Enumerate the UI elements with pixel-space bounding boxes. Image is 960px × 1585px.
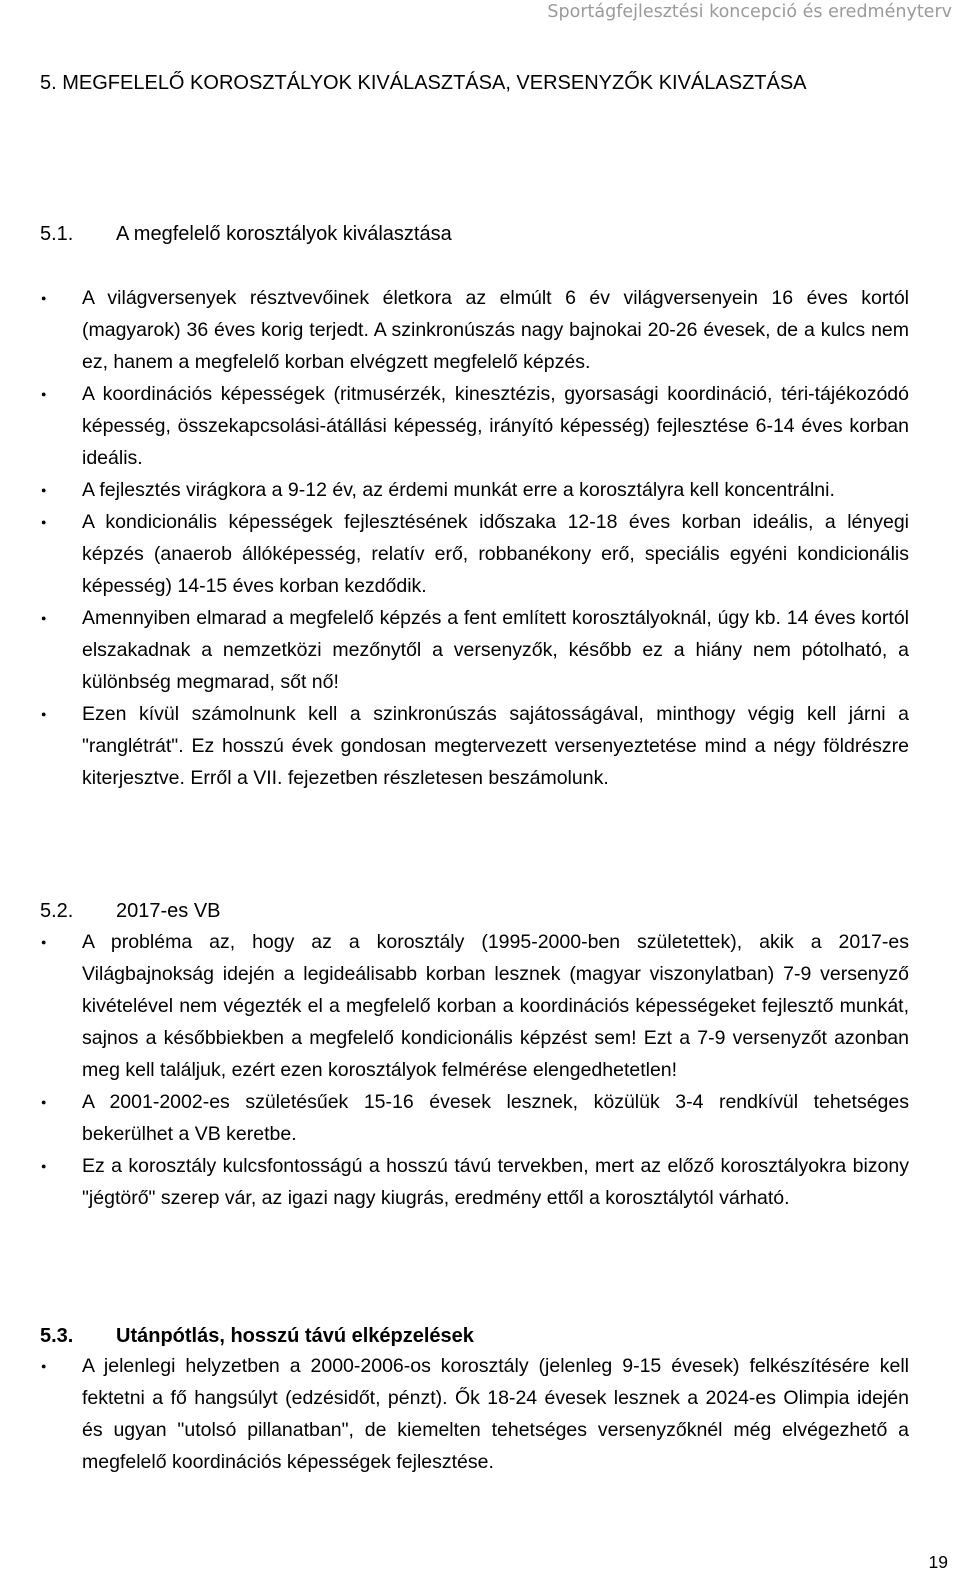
section-title: Utánpótlás, hosszú távú elképzelések: [116, 1325, 474, 1347]
bullet-list-5-3: [0, 1350, 909, 1478]
running-header: Sportágfejlesztési koncepció és eredményterv: [547, 2, 952, 22]
list-item: ● A koordinációs képességek (ritmusérzék, kinesztézis, gyorsasági koordináció, téri-tájékozódó képesség, összekapcsolási-átállási képesség, irányító képesség) fejlesztése 6-14 éves korban ideális.: [0, 378, 909, 474]
section-number: 5.1.: [40, 223, 74, 245]
section-title: 2017-es VB: [116, 900, 221, 922]
page-number: 19: [928, 1552, 948, 1572]
section-heading-5-1: [40, 222, 452, 246]
section-heading-5-2: [40, 899, 221, 923]
section-title: A megfelelő korosztályok kiválasztása: [116, 223, 452, 245]
list-item: ● Amennyiben elmarad a megfelelő képzés a fent említett korosztályoknál, úgy kb. 14 éves kortól elszakadnak a nemzetközi mezőnytől a versenyzők, később ez a hiány nem pótolható, a különbség megmarad, sőt nő!: [0, 602, 909, 698]
section-number: 5.2.: [40, 900, 74, 922]
section-heading-5-3: [40, 1324, 474, 1348]
bullet-list-5-1: [0, 282, 909, 794]
list-item: ● A jelenlegi helyzetben a 2000-2006-os korosztály (jelenleg 9-15 évesek) felkészítésére kell fektetni a fő hangsúlyt (edzésidőt, pénzt). Ők 18-24 évesek lesznek a 2024-es Olimpia idején és ugyan "utolsó pillanatban", de kiemelten tehetséges versenyzőknél még elvégezhető a megfelelő koordinációs képességek fejlesztése.: [0, 1350, 909, 1478]
list-item: ● A világversenyek résztvevőinek életkora az elmúlt 6 év világversenyein 16 éves kortól (magyarok) 36 éves korig terjedt. A szinkronúszás nagy bajnokai 20-26 évesek, de a kulcs nem ez, hanem a megfelelő korban elvégzett megfelelő képzés.: [0, 282, 909, 378]
bullet-list-5-2: [0, 926, 909, 1214]
list-item: ● Ez a korosztály kulcsfontosságú a hosszú távú tervekben, mert az előző korosztályokra bizony "jégtörő" szerep vár, az igazi nagy kiugrás, eredmény ettől a korosztálytól várható.: [0, 1150, 909, 1214]
section-number: 5.3.: [40, 1325, 74, 1347]
list-item: ● Ezen kívül számolnunk kell a szinkronúszás sajátosságával, minthogy végig kell járni a "ranglétrát". Ez hosszú évek gondosan megtervezett versenyeztetése mind a négy földrészre kiterjesztve. Erről a VII. fejezetben részletesen beszámolunk.: [0, 698, 909, 794]
list-item: ● A probléma az, hogy az a korosztály (1995-2000-ben születettek), akik a 2017-es Világbajnokság idején a legideálisabb korban lesznek (magyar viszonylatban) 7-9 versenyző kivételével nem végezték el a megfelelő korban a koordinációs képességeket fejlesztő munkát, sajnos a későbbiekben a megfelelő kondicionális képzést sem! Ezt a 7-9 versenyzőt azonban meg kell találjuk, ezért ezen korosztályok felmérése elengedhetetlen!: [0, 926, 909, 1086]
chapter-title: 5. MEGFELELŐ KOROSZTÁLYOK KIVÁLASZTÁSA, VERSENYZŐK KIVÁLASZTÁSA: [40, 72, 807, 94]
list-item: ● A fejlesztés virágkora a 9-12 év, az érdemi munkát erre a korosztályra kell koncentrálni.: [0, 474, 909, 506]
list-item: ● A 2001-2002-es születésűek 15-16 évesek lesznek, közülük 3-4 rendkívül tehetséges bekerülhet a VB keretbe.: [0, 1086, 909, 1150]
list-item: ● A kondicionális képességek fejlesztésének időszaka 12-18 éves korban ideális, a lényegi képzés (anaerob állóképesség, relatív erő, robbanékony erő, speciális egyéni kondicionális képesség) 14-15 éves korban kezdődik.: [0, 506, 909, 602]
